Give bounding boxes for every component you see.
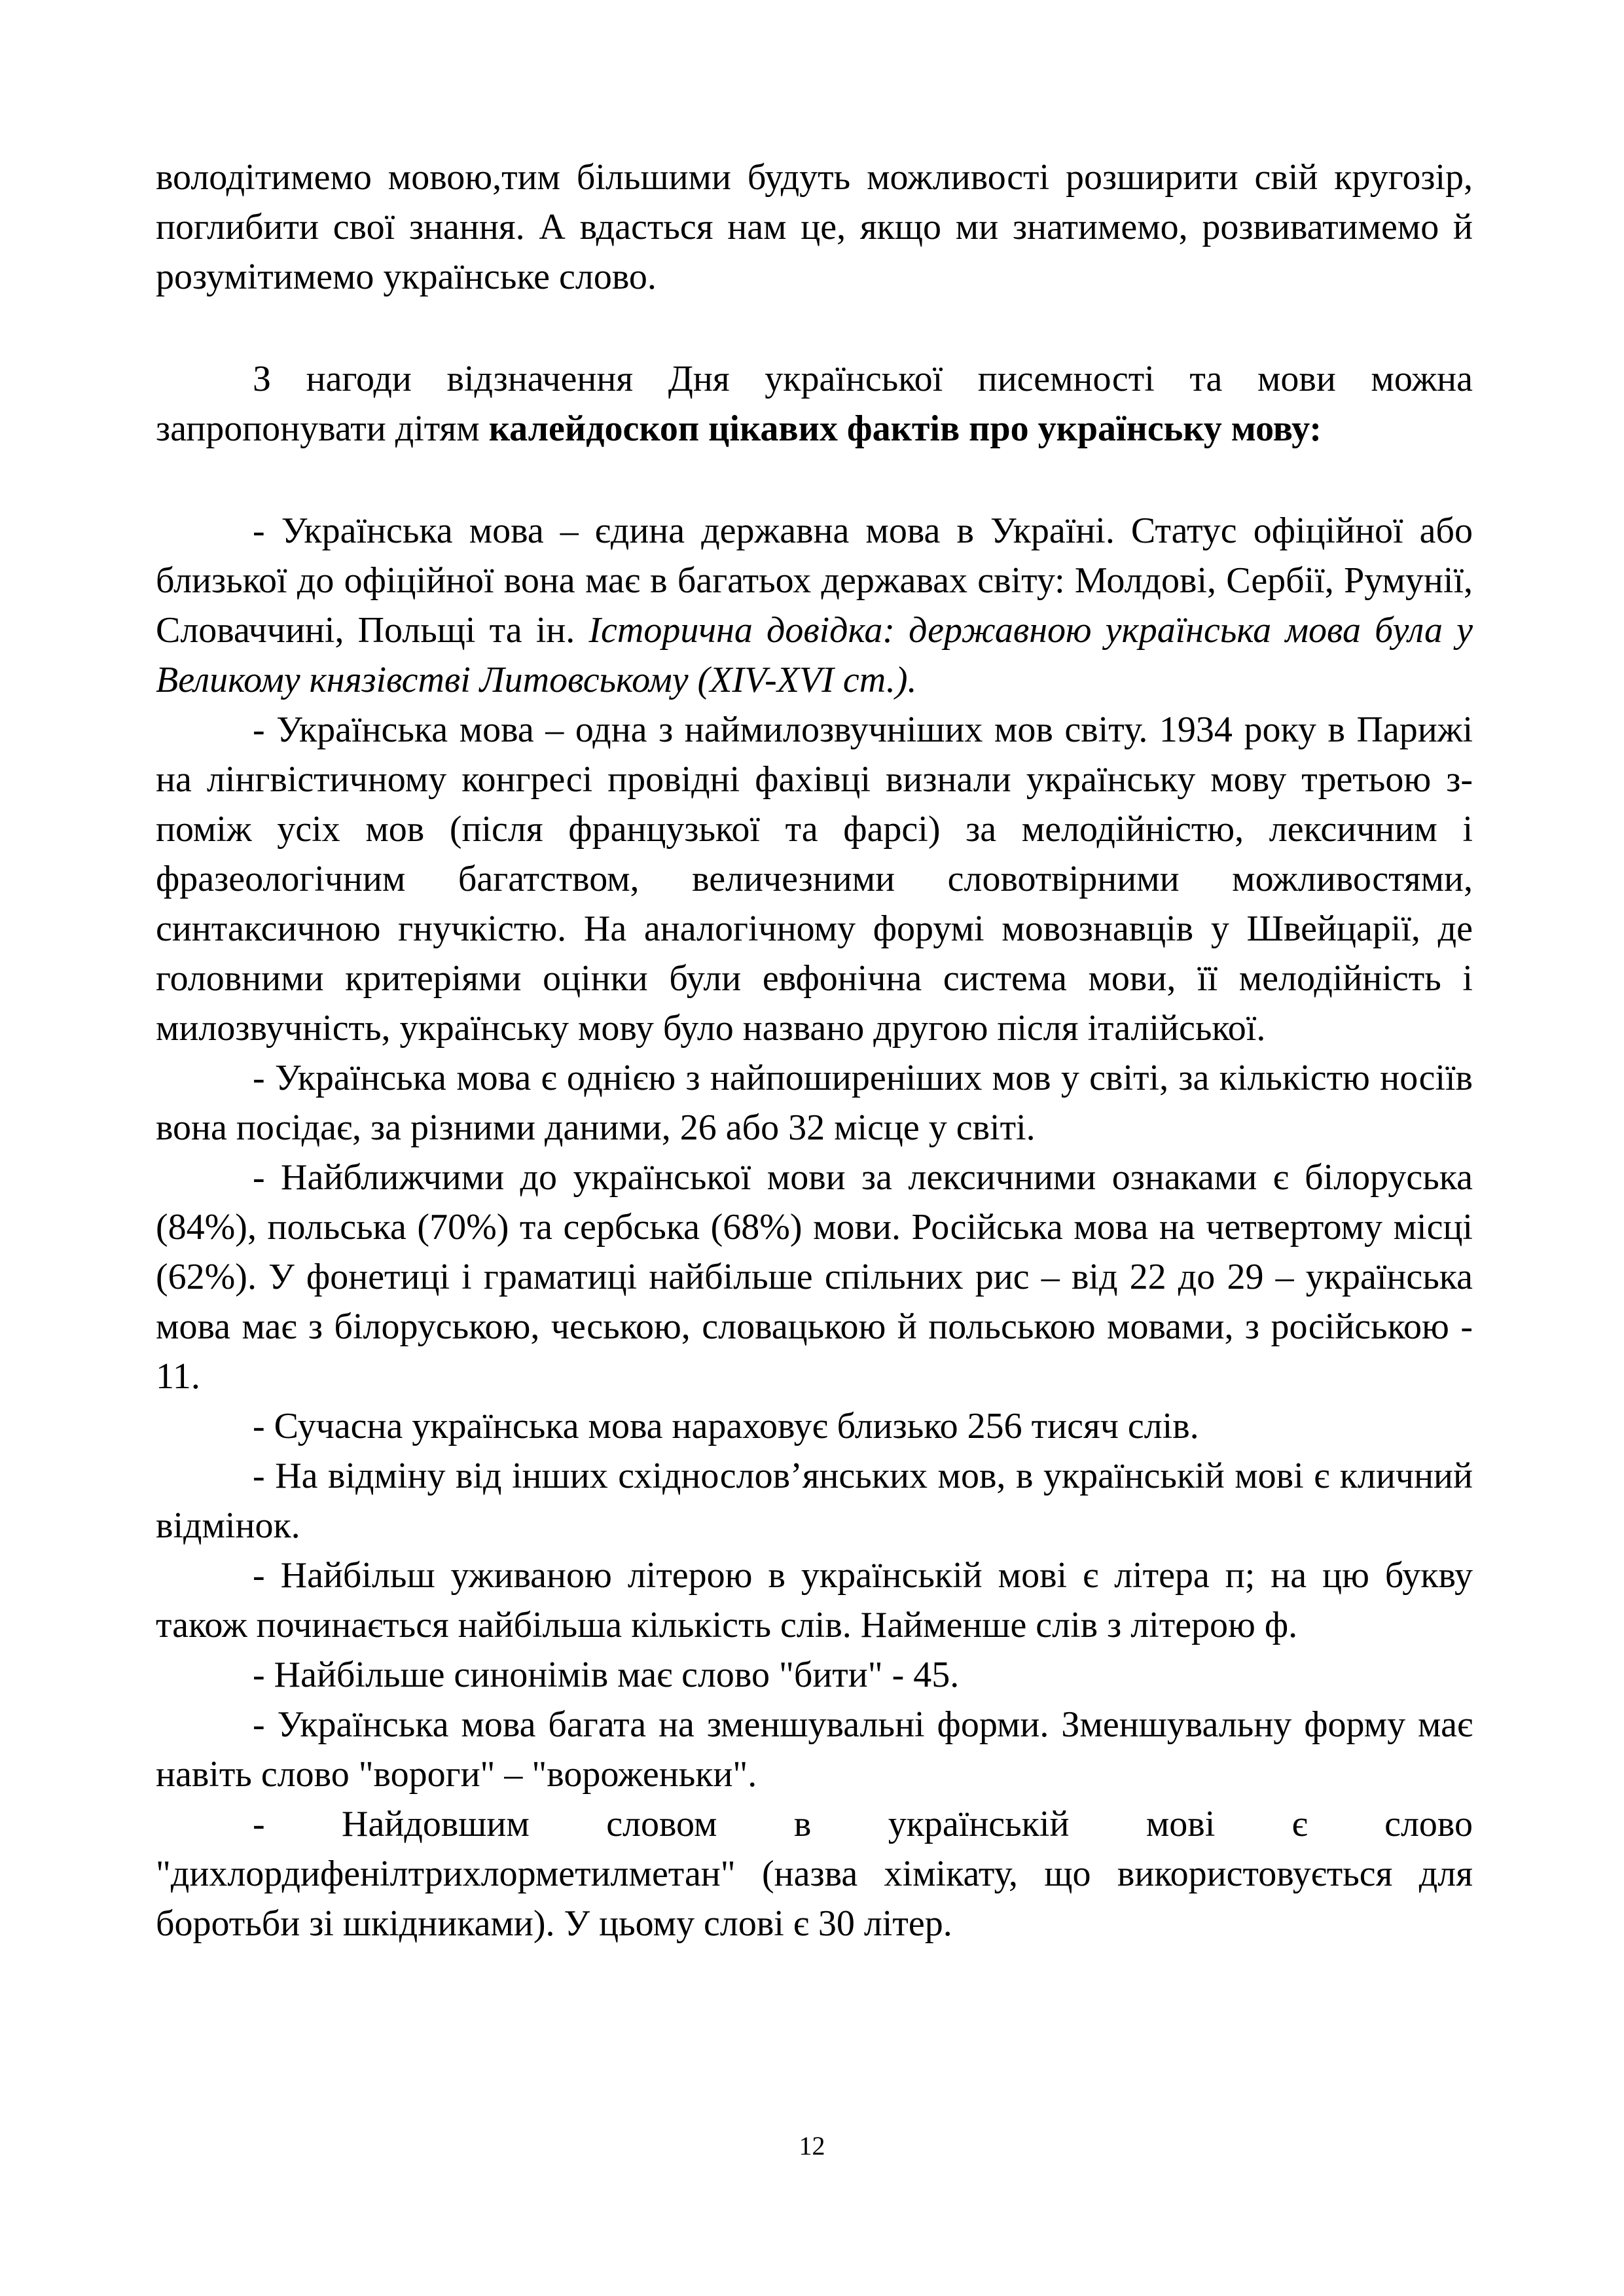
proposal-paragraph — [156, 354, 1473, 454]
fact-item-3: - Українська мова є однією з найпоширеніших мов у світі, за кількістю носіїв вона посідає, за різними даними, 26 або 32 місце у світі. — [156, 1058, 1473, 1148]
fact-text: - Українська мова – єдина державна мова в Україні. Статус офіційної або близької до офіційної вона має в багатьох державах світу: Молдові, Сербії, Румунії, Словаччині, Польщі та ін. — [156, 511, 1473, 651]
fact-item-9: - Українська мова багата на зменшувальні форми. Зменшувальну форму має навіть слово "вороги" – "вороженьки". — [156, 1704, 1473, 1795]
page-body — [156, 152, 1473, 1948]
proposal-bold-heading: калейдоскоп цікавих фактів про українську мову: — [488, 408, 1322, 449]
intro-paragraph: володітимемо мовою,тим більшими будуть можливості розширити свій кругозір, поглибити свої знання. А вдасться нам це, якщо ми знатимемо, розвиватимемо й розумітимемо українське слово. — [156, 157, 1473, 297]
fact-item-4: - Найближчими до української мови за лексичними ознаками є білоруська (84%), польська (70%) та сербська (68%) мови. Російська мова на четвертому місці (62%). У фонетиці і граматиці найбільше спільних рис – від 22 до 29 – українська мова має з білоруською, чеською, словацькою й польською мовами, з російською - 11. — [156, 1157, 1473, 1397]
fact-item-7: - Найбільш уживаною літерою в українській мові є літера п; на цю букву також починається найбільша кількість слів. Найменше слів з літерою ф. — [156, 1555, 1473, 1645]
fact-item-10: - Найдовшим словом в українській мові є слово "дихлордифенілтрихлорметилметан" (назва хімікату, що використовується для боротьби зі шкідниками). У цьому слові є 30 літер. — [156, 1804, 1473, 1944]
fact-historical-note: Історична довідка: державною українська мова була у Великому князівстві Литовському (XIV-XVI ст.). — [156, 610, 1473, 700]
fact-item-2: - Українська мова – одна з наймилозвучніших мов світу. 1934 року в Парижі на лінгвістичному конгресі провідні фахівці визнали українську мову третьою з-поміж усіх мов (після французької та фарсі) за мелодійністю, лексичним і фразеологічним багатством, величезними словотвірними можливостями, синтаксичною гнучкістю. На аналогічному форумі мовознавців у Швейцарії, де головними критеріями оцінки були евфонічна система мови, її мелодійність і милозвучність, українську мову було названо другою після італійської. — [156, 709, 1473, 1049]
fact-item-6: - На відміну від інших східнослов’янських мов, в українській мові є кличний відмінок. — [156, 1456, 1473, 1546]
fact-item-1 — [156, 506, 1473, 705]
fact-item-8: - Найбільше синонімів має слово "бити" - 45. — [253, 1655, 960, 1695]
page-number: 12 — [799, 2131, 825, 2161]
fact-item-5: - Сучасна українська мова нараховує близько 256 тисяч слів. — [253, 1406, 1199, 1446]
proposal-lead: З нагоди відзначення Дня української писемності та мови можна запропонувати дітям — [156, 359, 1473, 449]
